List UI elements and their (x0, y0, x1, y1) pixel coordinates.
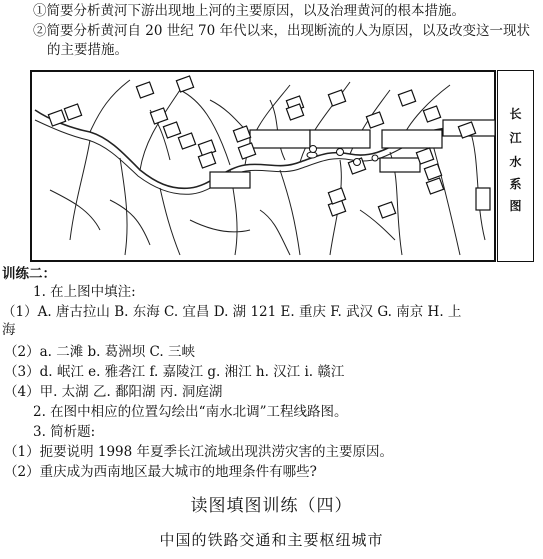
section-subtitle: 中国的铁路交通和主要枢纽城市 (159, 531, 384, 549)
section-title: 读图填图训练（四） (190, 496, 353, 516)
question-2-line-1: ②简要分析黄河自 20 世纪 70 年代以来，出现断流的人为原因，以及改变这一现状 (33, 23, 531, 39)
item-1-2: （2）a. 二滩 b. 葛洲坝 C. 三峡 (4, 344, 195, 360)
map-title-char: 江 (509, 131, 522, 145)
map-title-char: 长 (509, 107, 522, 121)
map-title-char: 水 (509, 155, 522, 169)
yangtze-river-map (30, 70, 496, 262)
question-2-line-2: 的主要措施。 (47, 42, 128, 58)
map-title-char: 系 (509, 177, 522, 191)
item-3-1: （1）扼要说明 1998 年夏季长江流域出现洪涝灾害的主要原因。 (4, 444, 394, 460)
item-1-3: （3）d. 岷江 e. 雅砻江 f. 嘉陵江 g. 湘江 h. 汉江 i. 赣江 (4, 364, 345, 380)
item-3: 3. 简析题: (33, 424, 96, 440)
map-drawing (30, 70, 496, 262)
item-1-4: （4）甲. 太湖 乙. 鄱阳湖 丙. 洞庭湖 (4, 384, 223, 400)
question-1: ①简要分析黄河下游出现地上河的主要原因，以及治理黄河的根本措施。 (33, 3, 465, 19)
map-title-box (497, 70, 534, 262)
item-3-2: （2）重庆成为西南地区最大城市的地理条件有哪些? (4, 464, 317, 480)
item-1-1-line-2: 海 (2, 322, 16, 338)
map-title-char: 图 (509, 199, 522, 213)
training-title: 训练二： (2, 266, 56, 282)
item-1-1-line-1: （1）A. 唐古拉山 B. 东海 C. 宜昌 D. 湖 121 E. 重庆 F. 武汉 G. 南京 H. 上 (2, 304, 462, 320)
item-1: 1. 在上图中填注: (33, 284, 136, 300)
item-2: 2. 在图中相应的位置勾绘出“南水北调”工程线路图。 (33, 404, 348, 420)
